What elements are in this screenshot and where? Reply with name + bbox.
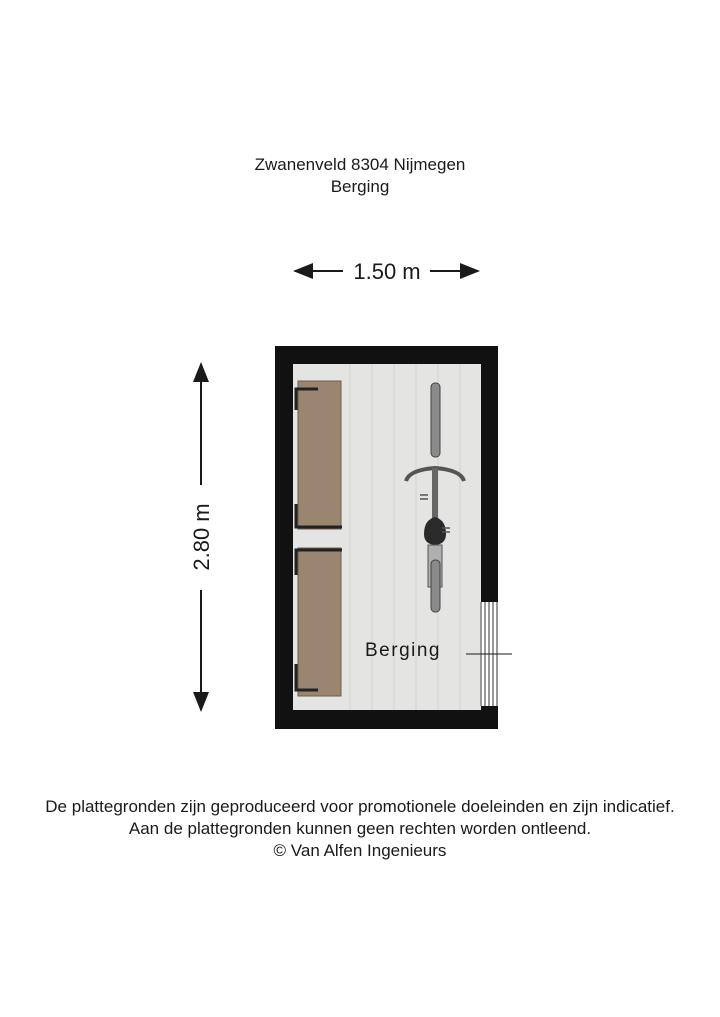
cabinet-upper [298,381,341,529]
room-label: Berging [365,640,441,661]
width-label: 1.50 m [353,259,421,284]
bike-rear-wheel [431,560,440,612]
plan-floor-name: Berging [330,177,390,196]
copyright: © Van Alfen Ingenieurs [273,841,447,860]
bike-front-wheel [431,383,440,457]
width-dimension [295,259,478,284]
height-dimension [189,364,214,710]
height-label: 2.80 m [189,503,214,571]
cabinet-lower [298,548,341,696]
disclaimer-line-2: Aan de plattegronden kunnen geen rechten worden ontleend. [128,819,592,838]
bike-frame [432,468,438,518]
plan-address: Zwanenveld 8304 Nijmegen [254,155,466,174]
disclaimer-line-1: De plattegronden zijn geproduceerd voor promotionele doeleinden en zijn indicatief. [45,797,675,816]
